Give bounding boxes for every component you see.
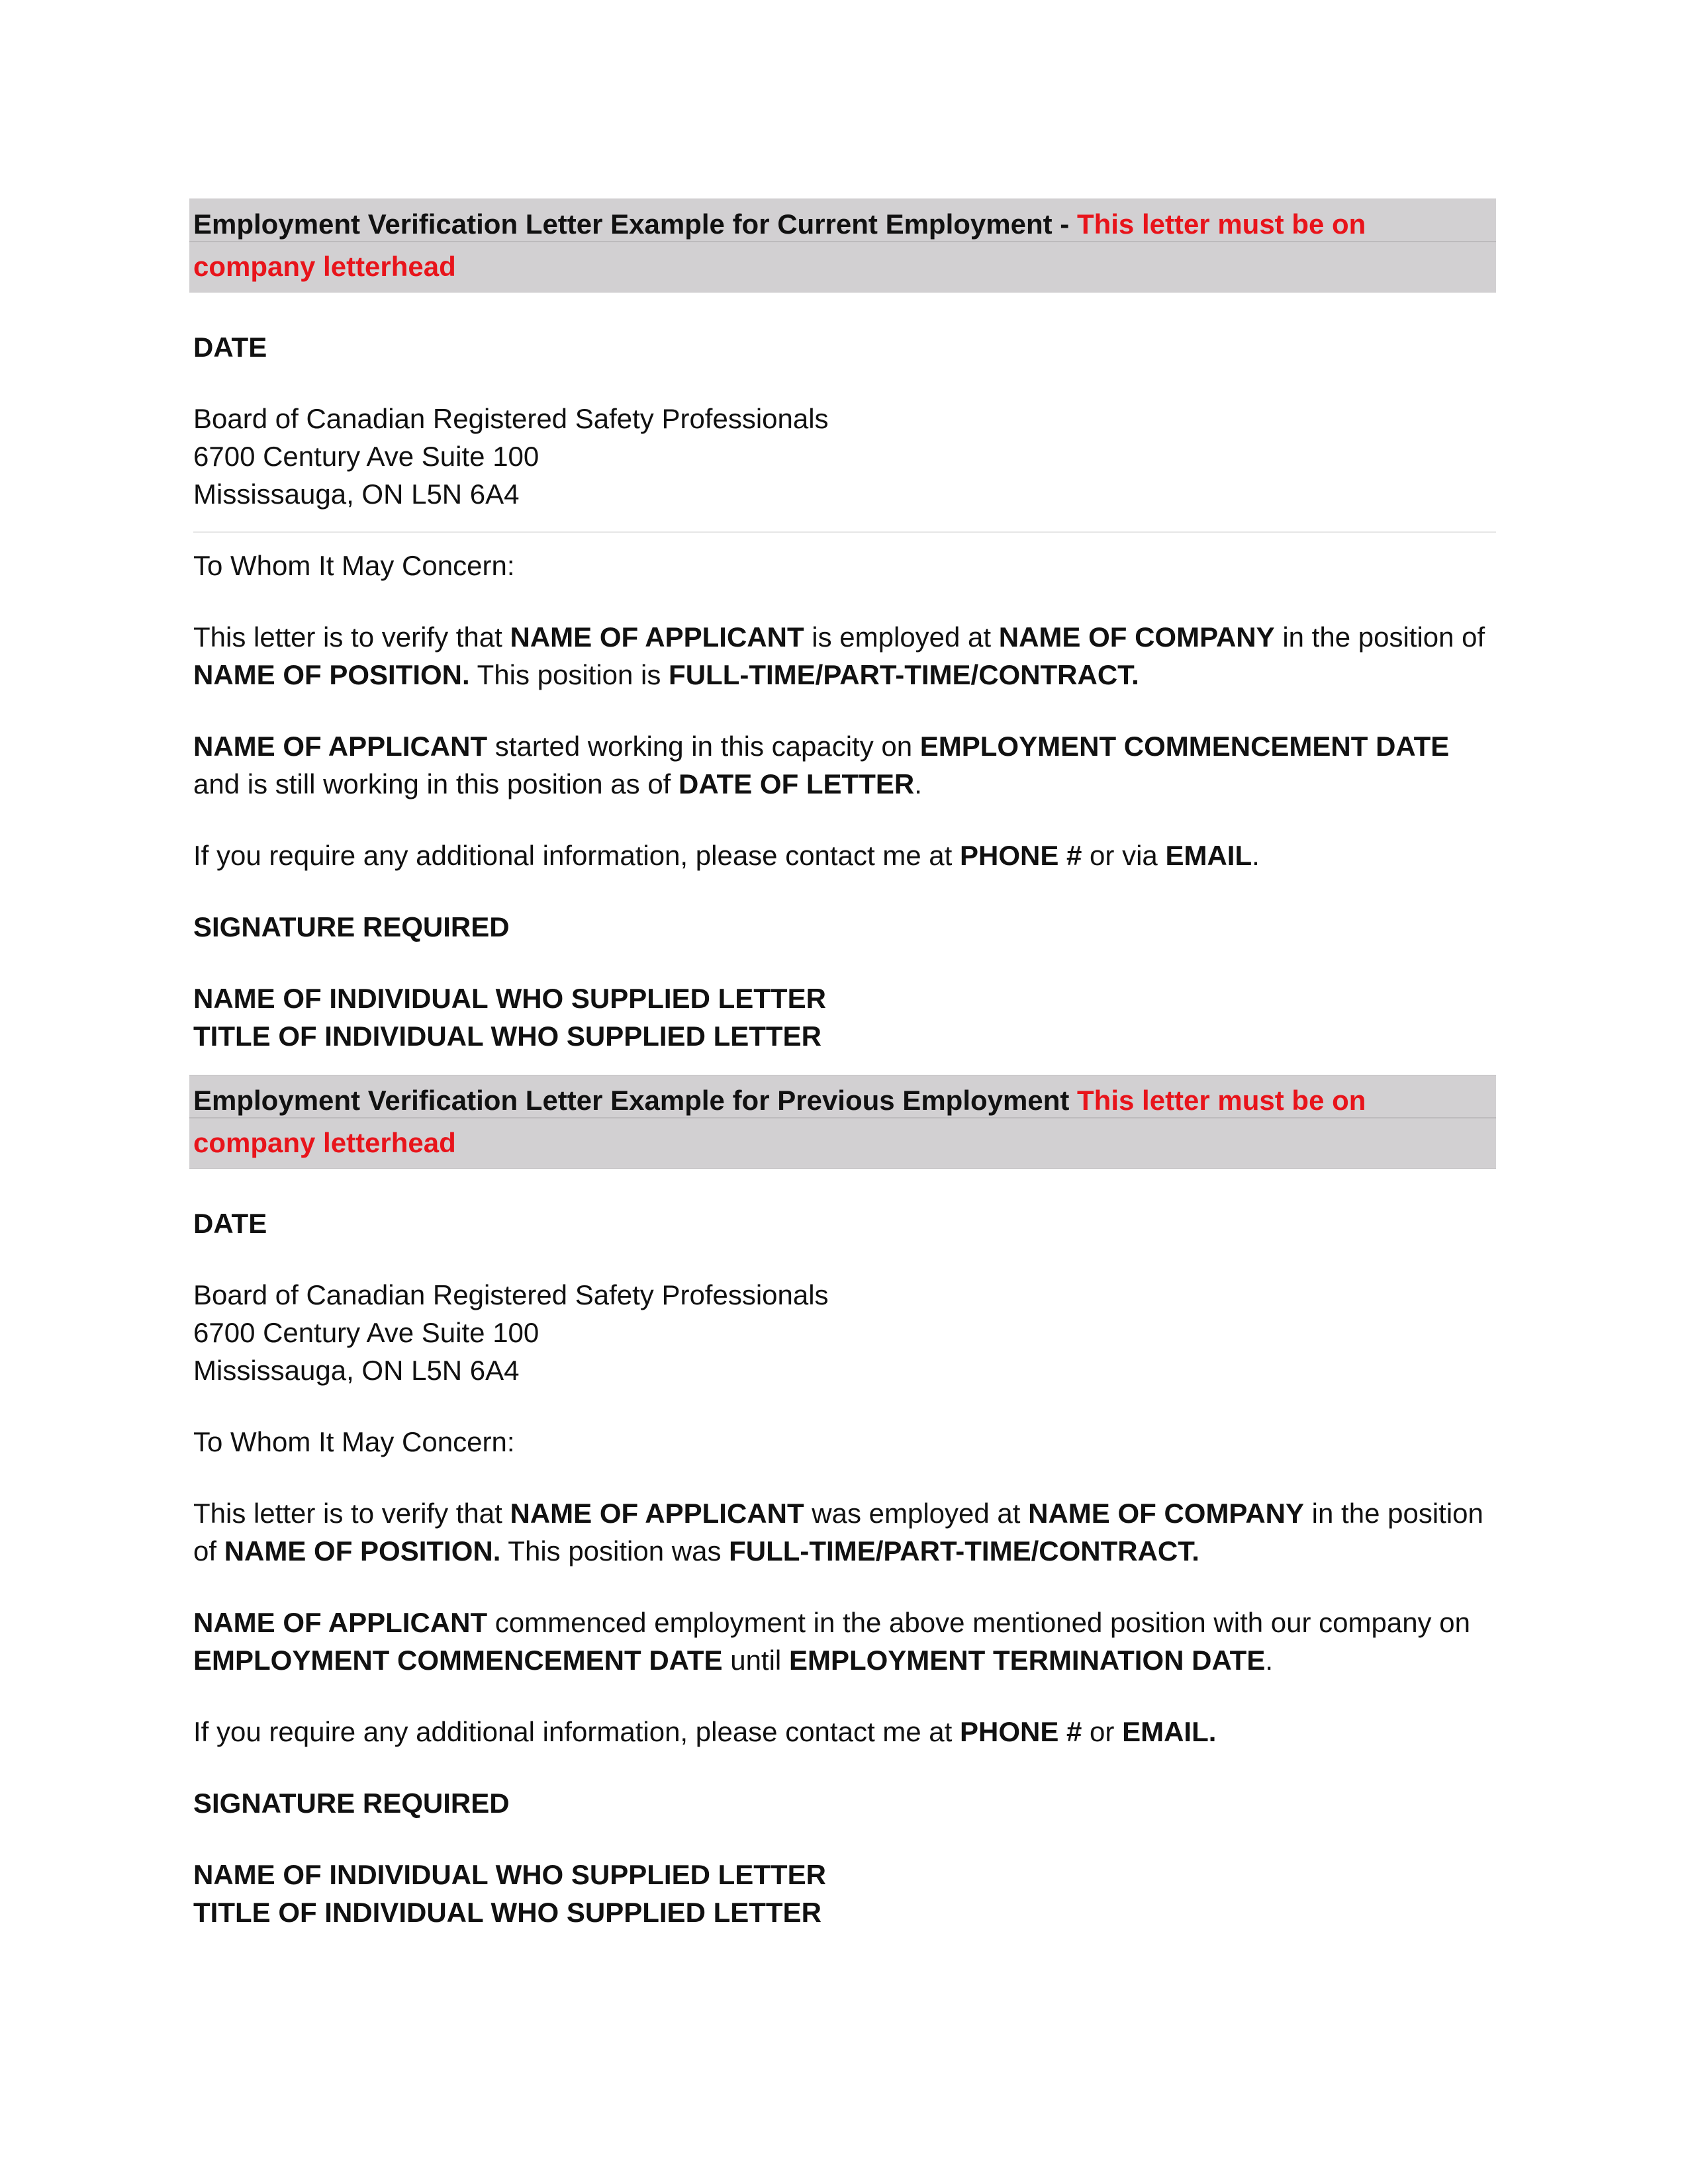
para-text: This letter is to verify that [193,621,510,653]
address-line-2: 6700 Century Ave Suite 100 [193,1317,539,1348]
para-text: . [1252,840,1260,871]
email-placeholder: EMAIL [1165,840,1252,871]
commencement-date-placeholder: EMPLOYMENT COMMENCEMENT DATE [193,1645,723,1676]
date-label: DATE [193,1208,267,1239]
applicant-placeholder: NAME OF APPLICANT [510,621,804,653]
signer-name: NAME OF INDIVIDUAL WHO SUPPLIED LETTER [193,1859,826,1890]
section-heading [189,199,1496,293]
signature-required: SIGNATURE REQUIRED [193,911,510,942]
address-line-1: Board of Canadian Registered Safety Professionals [193,1279,829,1310]
letterhead-warning: This letter must be on company letterhead [193,208,1366,282]
para-text: commenced employment in the above mentioned position with our company on [487,1607,1470,1638]
signature-required: SIGNATURE REQUIRED [193,1788,510,1819]
signer-title: TITLE OF INDIVIDUAL WHO SUPPLIED LETTER [193,1021,821,1052]
para-text: or [1082,1716,1123,1747]
address-line-2: 6700 Century Ave Suite 100 [193,441,539,472]
divider-line [193,531,1496,533]
para-text: until [722,1645,789,1676]
letterhead-warning: This letter must be on company letterhead [193,1085,1366,1158]
recipient-address [193,1276,1496,1389]
applicant-placeholder: NAME OF APPLICANT [510,1498,804,1529]
para-text: and is still working in this position as of [193,768,679,799]
document-content [193,199,1496,1931]
letter-example-previous [193,1075,1496,1931]
applicant-placeholder: NAME OF APPLICANT [193,731,488,762]
signer-block [193,1856,1496,1931]
salutation: To Whom It May Concern: [193,1426,515,1457]
heading-text: Employment Verification Letter Example for Current Employment - [193,208,1077,240]
para-text: in the position of [193,1498,1483,1567]
signer-title: TITLE OF INDIVIDUAL WHO SUPPLIED LETTER [193,1897,821,1928]
address-line-3: Mississauga, ON L5N 6A4 [193,478,520,510]
section-heading [189,1075,1496,1169]
para-text: This position was [500,1535,729,1567]
termination-date-placeholder: EMPLOYMENT TERMINATION DATE [788,1645,1266,1676]
position-placeholder: NAME OF POSITION. [224,1535,501,1567]
phone-placeholder: PHONE # [960,840,1082,871]
employment-type-placeholder: FULL-TIME/PART-TIME/CONTRACT. [729,1535,1199,1567]
para-text: started working in this capacity on [487,731,920,762]
para-text: If you require any additional information, please contact me at [193,840,960,871]
company-placeholder: NAME OF COMPANY [998,621,1275,653]
recipient-address [193,400,1496,513]
signer-block [193,979,1496,1055]
contact-paragraph [193,1713,1496,1751]
para-text: This position is [469,659,669,690]
heading-text: Employment Verification Letter Example for Previous Employment [193,1085,1078,1116]
para-text: or via [1082,840,1166,871]
para-text: . [1265,1645,1274,1676]
applicant-placeholder: NAME OF APPLICANT [193,1607,488,1638]
verification-paragraph [193,1494,1496,1570]
company-placeholder: NAME OF COMPANY [1028,1498,1305,1529]
para-text: . [914,768,922,799]
address-line-3: Mississauga, ON L5N 6A4 [193,1355,520,1386]
dates-paragraph [193,727,1496,803]
email-placeholder: EMAIL. [1122,1716,1217,1747]
para-text: If you require any additional information, please contact me at [193,1716,960,1747]
para-text: This letter is to verify that [193,1498,510,1529]
dates-paragraph [193,1604,1496,1679]
letter-example-current [193,199,1496,1055]
signer-name: NAME OF INDIVIDUAL WHO SUPPLIED LETTER [193,983,826,1014]
employment-type-placeholder: FULL-TIME/PART-TIME/CONTRACT. [669,659,1139,690]
position-placeholder: NAME OF POSITION. [193,659,470,690]
date-label: DATE [193,332,267,363]
para-text: was employed at [804,1498,1029,1529]
letter-date-placeholder: DATE OF LETTER [679,768,915,799]
verification-paragraph [193,618,1496,694]
commencement-date-placeholder: EMPLOYMENT COMMENCEMENT DATE [919,731,1450,762]
salutation: To Whom It May Concern: [193,550,515,581]
para-text: is employed at [804,621,999,653]
para-text: in the position of [1274,621,1485,653]
phone-placeholder: PHONE # [960,1716,1082,1747]
contact-paragraph [193,837,1496,874]
address-line-1: Board of Canadian Registered Safety Professionals [193,403,829,434]
